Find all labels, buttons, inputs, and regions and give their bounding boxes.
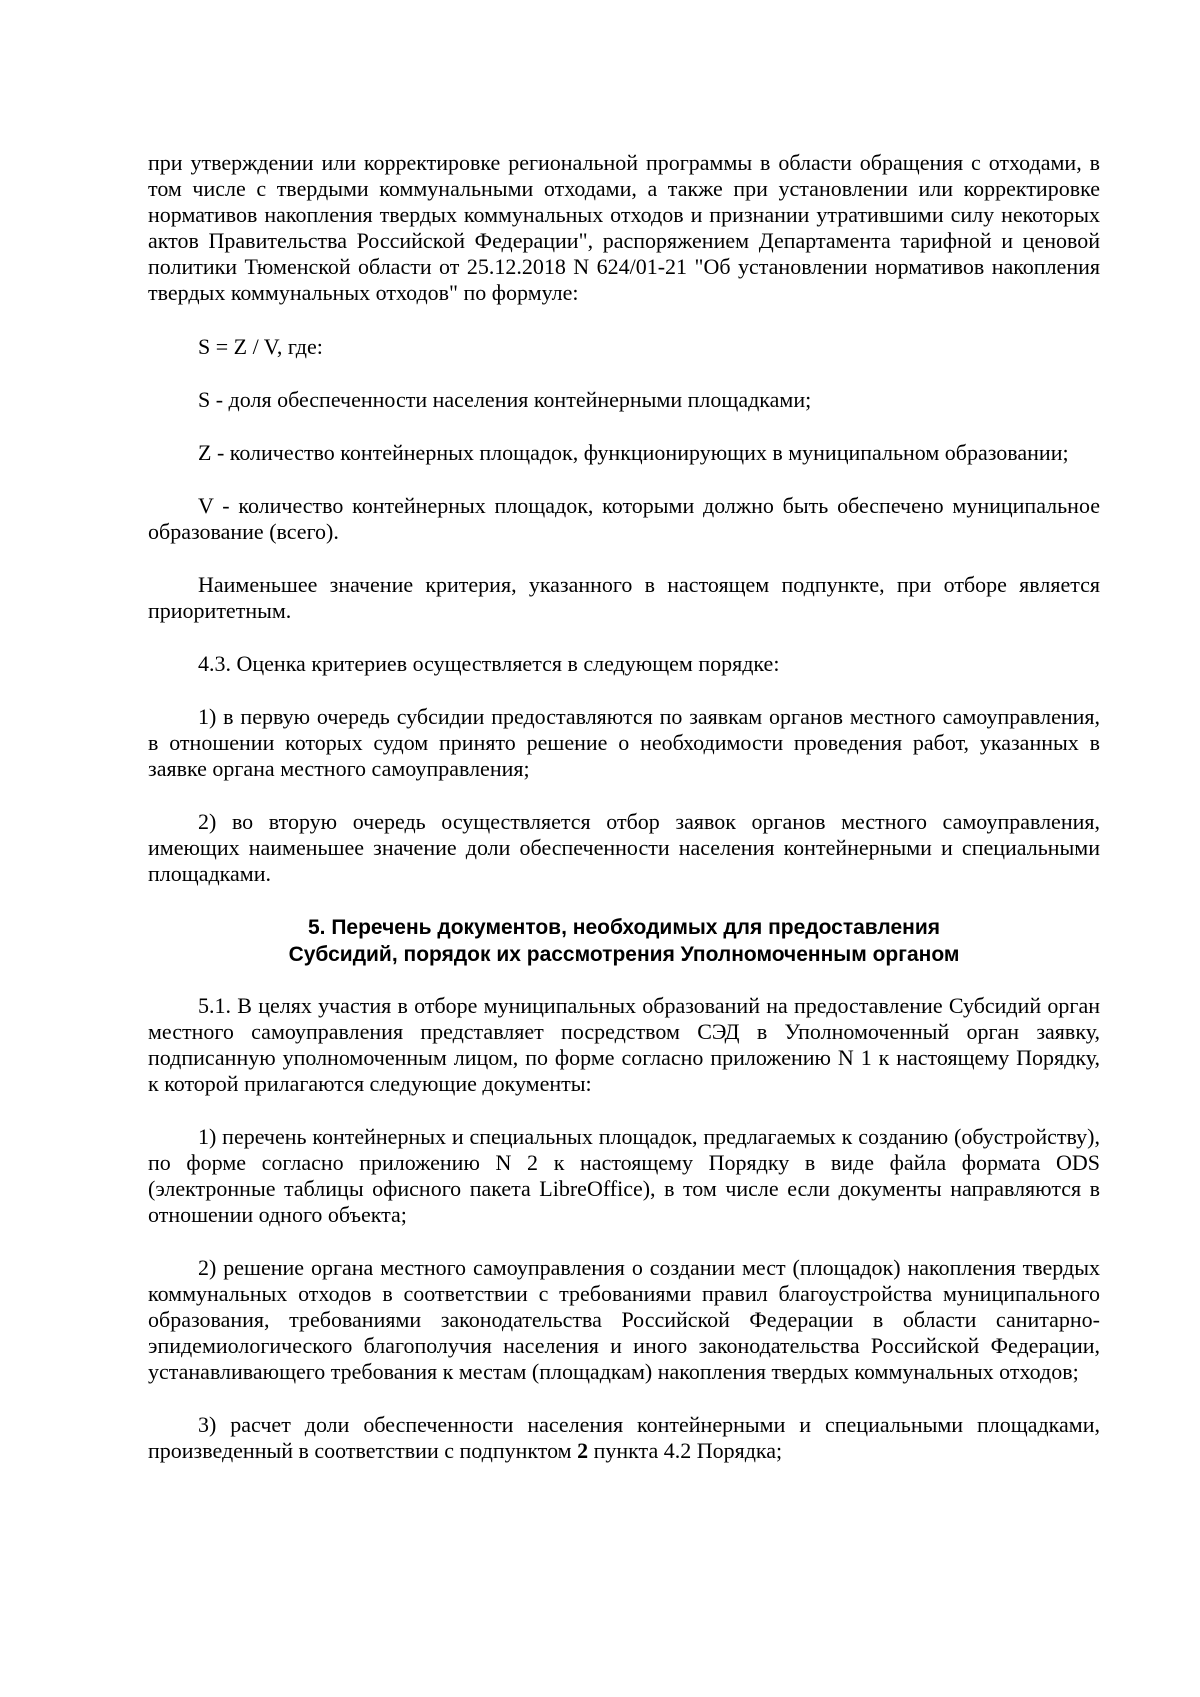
section-5-heading-line-1: 5. Перечень документов, необходимых для предоставления	[307, 916, 941, 939]
clause-5-1-item-3	[148, 1412, 1100, 1464]
clause-5-1-item-3-text-start: 3) расчет доли обеспеченности населения контейнерными и специальными площадками, произведенный в соответствии с подпунктом	[148, 1412, 1100, 1463]
section-5-heading	[148, 914, 1100, 968]
clause-4-3: 4.3. Оценка критериев осуществляется в следующем порядке:	[198, 651, 780, 676]
intro-paragraph: при утверждении или корректировке региональной программы в области обращения с отходами, в том числе с твердыми коммунальными отходами, а также при установлении или корректировке нормативов накопления твердых коммунальных отходов и признании утратившими силу некоторых актов Правительства Российской Федерации", распоряжением Департамента тарифной и ценовой политики Тюменской области от 25.12.2018 N 624/01-21 "Об установлении нормативов накопления твердых коммунальных отходов" по формуле:	[148, 150, 1100, 305]
definition-z: Z - количество контейнерных площадок, функционирующих в муниципальном образовании;	[198, 440, 1069, 465]
definition-s: S - доля обеспеченности населения контейнерными площадками;	[198, 387, 812, 412]
clause-4-3-item-2: 2) во вторую очередь осуществляется отбор заявок органов местного самоуправления, имеющих наименьшее значение доли обеспеченности населения контейнерными и специальными площадками.	[148, 809, 1100, 886]
clause-4-3-item-1: 1) в первую очередь субсидии предоставляются по заявкам органов местного самоуправления, в отношении которых судом принято решение о необходимости проведения работ, указанных в заявке органа местного самоуправления;	[148, 704, 1100, 781]
section-5-heading-line-2: Субсидий, порядок их рассмотрения Уполномоченным органом	[288, 943, 960, 966]
clause-5-1-item-3-text-end: пункта 4.2 Порядка;	[588, 1438, 783, 1463]
formula-line: S = Z / V, где:	[198, 334, 323, 359]
clause-5-1-item-1: 1) перечень контейнерных и специальных площадок, предлагаемых к созданию (обустройству), по форме согласно приложению N 2 к настоящему Порядку в виде файла формата ODS (электронные таблицы офисного пакета LibreOffice), в том числе если документы направляются в отношении одного объекта;	[148, 1124, 1100, 1227]
clause-5-1-item-2: 2) решение органа местного самоуправления о создании мест (площадок) накопления твердых коммунальных отходов в соответствии с требованиями правил благоустройства муниципального образования, требованиями законодательства Российской Федерации в области санитарно-эпидемиологического благополучия населения и иного законодательства Российской Федерации, устанавливающего требования к местам (площадкам) накопления твердых коммунальных отходов;	[148, 1255, 1100, 1384]
definition-v: V - количество контейнерных площадок, которыми должно быть обеспечено муниципальное образование (всего).	[148, 493, 1100, 544]
clause-5-1: 5.1. В целях участия в отборе муниципальных образований на предоставление Субсидий орган местного самоуправления представляет посредством СЭД в Уполномоченный орган заявку, подписанную уполномоченным лицом, по форме согласно приложению N 1 к настоящему Порядку, к которой прилагаются следующие документы:	[148, 993, 1100, 1096]
clause-5-1-item-3-subpoint-number: 2	[577, 1438, 589, 1463]
document-body	[148, 150, 1100, 1491]
priority-paragraph: Наименьшее значение критерия, указанного в настоящем подпункте, при отборе является приоритетным.	[148, 572, 1100, 623]
